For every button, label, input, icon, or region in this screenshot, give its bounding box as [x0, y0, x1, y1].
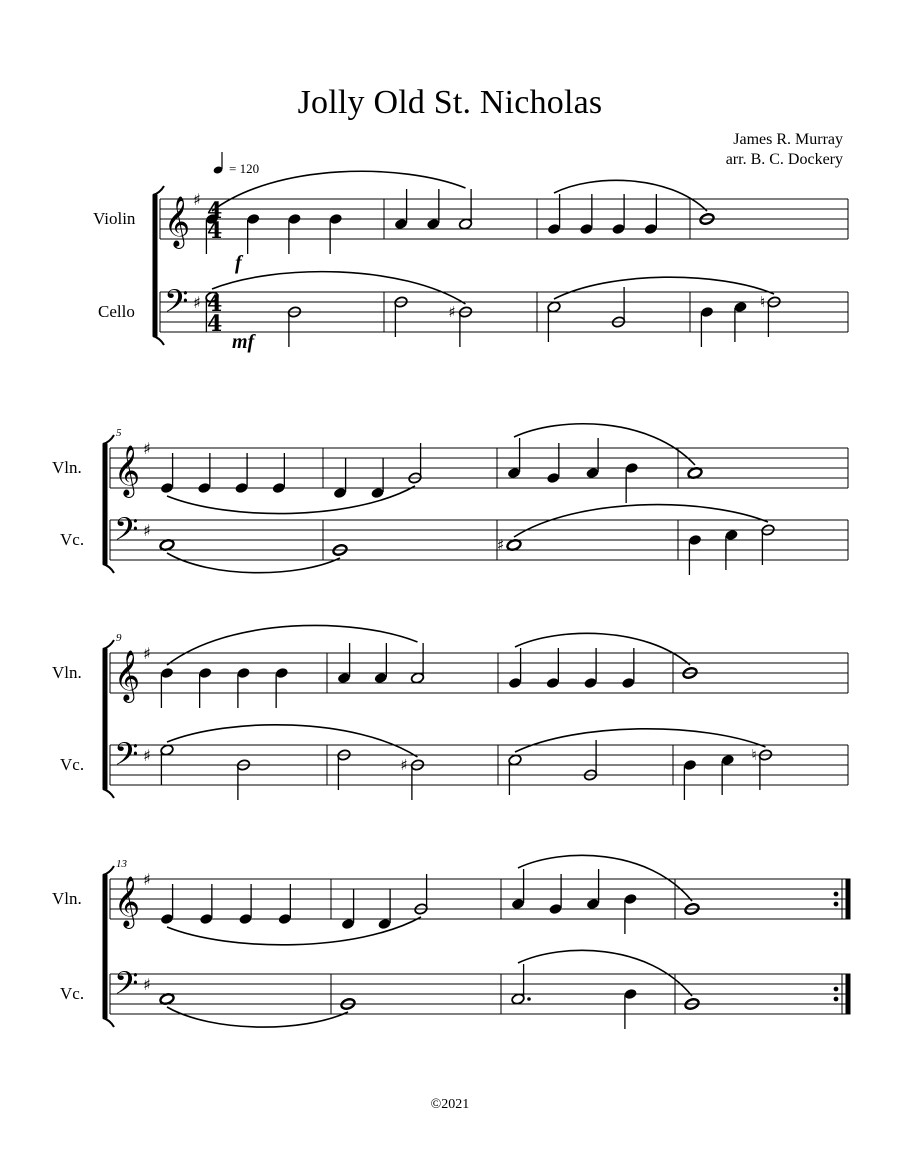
dynamic-cello: mf: [232, 331, 255, 353]
quarter-note: [234, 453, 248, 494]
quarter-note: [329, 213, 343, 254]
quarter-note: [197, 453, 211, 494]
system-bracket: [103, 649, 107, 789]
natural-accidental: ♮: [751, 746, 757, 764]
slur: [167, 725, 418, 757]
treble-clef-icon: 𝄞: [114, 650, 141, 701]
quarter-note: [623, 988, 637, 1029]
quarter-note: [724, 529, 738, 570]
half-note: [547, 301, 561, 342]
key-signature-sharp: ♯: [193, 293, 201, 312]
bracket-hook: [153, 336, 164, 345]
quarter-note: [508, 648, 522, 689]
half-note: [160, 744, 174, 785]
quarter-note: [333, 458, 347, 499]
natural-accidental: ♮: [760, 293, 766, 311]
quarter-note: [583, 648, 597, 689]
tempo-marking: = 120: [229, 161, 260, 176]
sharp-accidental: ♯: [448, 303, 456, 321]
quarter-note: [337, 643, 351, 684]
quarter-note: [238, 884, 252, 925]
system-bracket: [103, 875, 107, 1018]
quarter-note: [236, 667, 250, 708]
quarter-note: [199, 884, 213, 925]
quarter-note: [547, 194, 561, 235]
final-barline: [846, 879, 850, 919]
quarter-note: [623, 893, 637, 934]
half-note: [752, 746, 773, 790]
violin-label: Vln.: [52, 458, 82, 477]
bracket-hook: [103, 640, 114, 649]
half-note: [401, 756, 425, 800]
bracket-hook: [103, 564, 114, 573]
violin-label: Vln.: [52, 889, 82, 908]
sharp-accidental: ♯: [400, 756, 408, 774]
slur: [212, 272, 466, 304]
key-signature-sharp: ♯: [143, 746, 151, 765]
repeat-dot: [834, 892, 838, 896]
score-title: Jolly Old St. Nicholas: [297, 84, 603, 121]
bracket-hook: [103, 866, 114, 875]
quarter-note: [586, 869, 600, 910]
repeat-dot: [834, 902, 838, 906]
quarter-note: [721, 754, 735, 795]
treble-clef-icon: 𝄞: [114, 876, 141, 927]
cello-label: Vc.: [60, 984, 85, 1003]
slur: [167, 553, 340, 573]
slur: [515, 633, 690, 665]
bracket-hook: [103, 1018, 114, 1027]
quarter-note: [611, 194, 625, 235]
measure-number: 9: [116, 632, 122, 644]
quarter-note: [507, 438, 521, 479]
time-signature-numerator: 4: [207, 198, 223, 224]
arranger-credit: arr. B. C. Dockery: [725, 151, 843, 168]
slur: [167, 625, 418, 665]
half-note: [508, 754, 522, 795]
quarter-note: [546, 648, 560, 689]
key-signature-sharp: ♯: [143, 975, 151, 994]
quarter-note: [688, 534, 702, 575]
half-note: [760, 293, 781, 337]
slur: [554, 180, 707, 211]
half-note: [511, 964, 531, 1005]
system-bracket: [103, 444, 107, 564]
key-signature-sharp: ♯: [193, 190, 201, 209]
time-signature-numerator: 4: [207, 291, 223, 317]
quarter-note: [198, 667, 212, 708]
treble-clef-icon: 𝄞: [164, 196, 191, 247]
quarter-note: [548, 874, 562, 915]
bracket-hook: [153, 186, 164, 195]
quarter-note: [160, 884, 174, 925]
final-barline: [846, 974, 850, 1014]
quarter-note: [700, 306, 714, 347]
bass-clef-icon: 𝄢: [114, 965, 139, 1009]
cello-label: Vc.: [60, 755, 85, 774]
notes: [159, 189, 781, 1029]
quarter-note: [272, 453, 286, 494]
quarter-note: [585, 438, 599, 479]
quarter-note: [733, 301, 747, 342]
slur: [554, 277, 774, 299]
time-signature-denominator: 4: [207, 218, 223, 244]
quarter-note: [278, 884, 292, 925]
repeat-dot: [834, 997, 838, 1001]
quarter-note: [426, 189, 440, 230]
treble-clef-icon: 𝄞: [114, 445, 141, 496]
bracket-hook: [103, 435, 114, 444]
quarter-note: [275, 667, 289, 708]
half-note: [458, 189, 472, 230]
quarter-note: [394, 189, 408, 230]
half-note: [410, 643, 424, 684]
dynamic-violin: f: [235, 252, 242, 274]
slur: [167, 1007, 348, 1027]
composer-credit: James R. Murray: [733, 131, 843, 148]
quarter-note: [644, 194, 658, 235]
violin-label: Vln.: [52, 663, 82, 682]
system-bracket: [153, 195, 157, 336]
key-signature-sharp: ♯: [143, 870, 151, 889]
bass-clef-icon: 𝄢: [114, 736, 139, 780]
quarter-note: [511, 869, 525, 910]
quarter-note: [377, 889, 391, 930]
quarter-note: [287, 213, 301, 254]
violin-label: Violin: [93, 209, 136, 228]
repeat-dot: [834, 987, 838, 991]
quarter-note: [625, 462, 639, 503]
key-signature-sharp: ♯: [143, 439, 151, 458]
quarter-note: [374, 643, 388, 684]
quarter-note: [160, 453, 174, 494]
quarter-note: [341, 889, 355, 930]
quarter-note: [160, 667, 174, 708]
half-note: [449, 303, 473, 347]
quarter-note: [621, 648, 635, 689]
slur: [515, 729, 766, 752]
bass-clef-icon: 𝄢: [114, 511, 139, 555]
cello-label: Vc.: [60, 530, 85, 549]
slur: [212, 171, 466, 211]
key-signature-sharp: ♯: [143, 521, 151, 540]
quarter-note: [246, 213, 260, 254]
time-signature-denominator: 4: [207, 311, 223, 337]
whole-note: [497, 536, 522, 554]
copyright-notice: ©2021: [430, 1097, 470, 1112]
cello-label: Cello: [98, 302, 135, 321]
key-signature-sharp: ♯: [143, 644, 151, 663]
slur: [518, 855, 692, 901]
bracket-hook: [103, 789, 114, 798]
sharp-accidental: ♯: [497, 536, 505, 554]
slur: [514, 424, 695, 465]
quarter-note: [579, 194, 593, 235]
measure-number: 13: [116, 858, 127, 870]
bass-clef-icon: 𝄢: [164, 283, 189, 327]
quarter-note: [546, 443, 560, 484]
quarter-note: [370, 458, 384, 499]
slur: [518, 950, 692, 996]
measure-number: 5: [116, 427, 122, 439]
quarter-note: [683, 759, 697, 800]
dot: [527, 997, 531, 1001]
